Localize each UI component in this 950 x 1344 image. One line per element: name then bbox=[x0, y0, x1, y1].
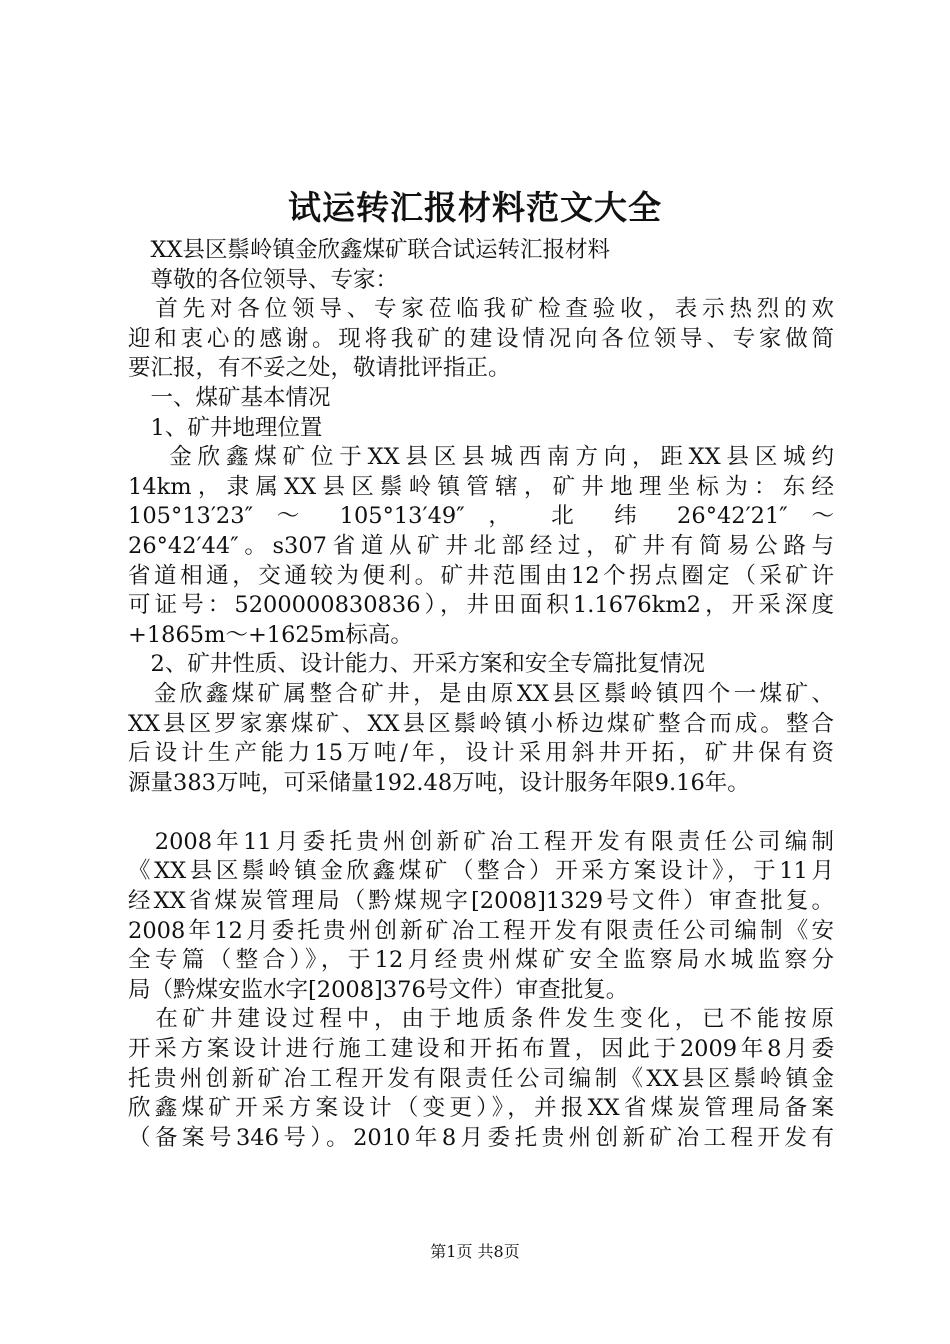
paragraph-line: +1865m～+1625m标高。 bbox=[128, 621, 413, 648]
paragraph-line: 金欣鑫煤矿位于XX县区县城西南方向，距XX县区城约 bbox=[128, 444, 834, 471]
blank-line bbox=[128, 798, 834, 828]
paragraph-line: 后设计生产能力15万吨/年，设计采用斜井开拓，矿井保有资 bbox=[128, 740, 834, 767]
paragraph-line: 经XX省煤炭管理局（黔煤规字[2008]1329号文件）审查批复。 bbox=[128, 888, 834, 915]
paragraph-line: 26°42′44″。s307省道从矿井北部经过，矿井有简易公路与 bbox=[128, 532, 834, 559]
section-heading: 一、煤矿基本情况 bbox=[128, 384, 331, 411]
paragraph-line: 源量383万吨，可采储量192.48万吨，设计服务年限9.16年。 bbox=[128, 769, 750, 796]
paragraph-line: 尊敬的各位领导、专家： bbox=[128, 266, 399, 293]
subsection-heading: 2、矿井性质、设计能力、开采方案和安全专篇批复情况 bbox=[128, 651, 705, 678]
paragraph-line: 开采方案设计进行施工建设和开拓布置，因此于2009年8月委 bbox=[128, 1036, 834, 1063]
page-number: 第1页 共8页 bbox=[430, 1242, 520, 1261]
paragraph-line: （备案号346号）。2010年8月委托贵州创新矿冶工程开发有 bbox=[128, 1124, 834, 1151]
paragraph-line: 要汇报，有不妥之处，敬请批评指正。 bbox=[128, 355, 511, 382]
paragraph-line: 可证号：5200000830836），井田面积1.1676km2，开采深度 bbox=[128, 592, 834, 619]
paragraph-line: 省道相通，交通较为便利。矿井范围由12个拐点圈定（采矿许 bbox=[128, 562, 834, 589]
paragraph-line: 14km，隶属XX县区鬃岭镇管辖，矿井地理坐标为：东经 bbox=[128, 473, 834, 500]
paragraph-line: 全专篇（整合）》，于12月经贵州煤矿安全监察局水城监察分 bbox=[128, 947, 834, 974]
subsection-heading: 1、矿井地理位置 bbox=[128, 414, 323, 441]
document-body bbox=[128, 236, 834, 1153]
paragraph-line: 在矿井建设过程中，由于地质条件发生变化，已不能按原 bbox=[128, 1006, 834, 1033]
paragraph-line: 局（黔煤安监水字[2008]376号文件）审查批复。 bbox=[128, 976, 629, 1003]
paragraph-line: 迎和衷心的感谢。现将我矿的建设情况向各位领导、专家做简 bbox=[128, 325, 834, 352]
paragraph-line: 欣鑫煤矿开采方案设计（变更）》，并报XX省煤炭管理局备案 bbox=[128, 1095, 834, 1122]
paragraph-line: 金欣鑫煤矿属整合矿井，是由原XX县区鬃岭镇四个一煤矿、 bbox=[128, 680, 834, 707]
paragraph-line: XX县区罗家寨煤矿、XX县区鬃岭镇小桥边煤矿整合而成。整合 bbox=[128, 710, 834, 737]
paragraph-line: XX县区鬃岭镇金欣鑫煤矿联合试运转汇报材料 bbox=[128, 237, 611, 263]
document-title: 试运转汇报材料范文大全 bbox=[288, 188, 662, 227]
paragraph-line: 105°13′23″ ～ 105°13′49″ ， 北 纬 26°42′21″ ～ bbox=[128, 503, 834, 530]
paragraph-line: 2008年12月委托贵州创新矿冶工程开发有限责任公司编制《安 bbox=[128, 917, 834, 944]
paragraph-line: 首先对各位领导、专家莅临我矿检查验收，表示热烈的欢 bbox=[128, 296, 834, 323]
paragraph-line: 托贵州创新矿冶工程开发有限责任公司编制《XX县区鬃岭镇金 bbox=[128, 1065, 834, 1092]
paragraph-line: 2008年11月委托贵州创新矿冶工程开发有限责任公司编制 bbox=[128, 828, 834, 855]
paragraph-line: 《XX县区鬃岭镇金欣鑫煤矿（整合）开采方案设计》，于11月 bbox=[128, 858, 834, 885]
